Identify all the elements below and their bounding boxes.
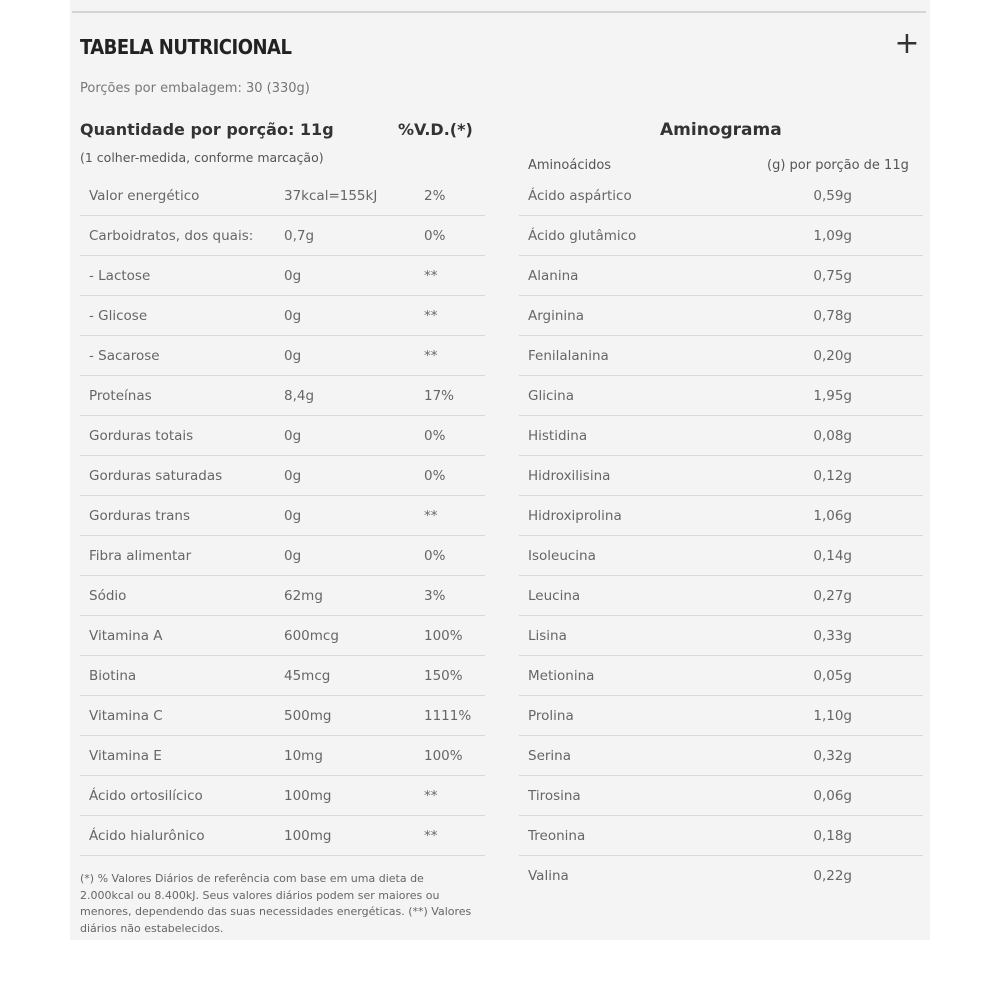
table-row — [80, 776, 485, 816]
nutrient-amount: 0g — [284, 256, 424, 296]
nutrient-vd: 1111% — [424, 696, 485, 736]
amino-value: 0,27g — [723, 576, 923, 616]
table-row — [519, 616, 923, 656]
table-row — [80, 536, 485, 576]
table-row — [519, 416, 923, 456]
nutrient-amount: 8,4g — [284, 376, 424, 416]
table-row — [519, 216, 923, 256]
table-row — [80, 256, 485, 296]
amino-value: 0,14g — [723, 536, 923, 576]
expand-plus-icon[interactable]: + — [894, 26, 920, 61]
nutrient-vd: 100% — [424, 616, 485, 656]
amino-value: 0,06g — [723, 776, 923, 816]
nutrient-amount: 62mg — [284, 576, 424, 616]
table-row — [80, 296, 485, 336]
top-divider — [72, 11, 926, 13]
amino-name: Isoleucina — [519, 536, 723, 576]
table-row — [80, 736, 485, 776]
nutrient-name: Gorduras saturadas — [80, 456, 284, 496]
table-row — [519, 776, 923, 816]
nutrient-amount: 0g — [284, 536, 424, 576]
nutrient-vd: ** — [424, 776, 485, 816]
amino-value: 0,59g — [723, 176, 923, 216]
amino-value: 0,75g — [723, 256, 923, 296]
amino-name: Hidroxiprolina — [519, 496, 723, 536]
table-row — [519, 496, 923, 536]
nutrient-vd: 0% — [424, 456, 485, 496]
amino-value: 0,22g — [813, 867, 852, 884]
amino-value: 0,32g — [723, 736, 923, 776]
table-row — [80, 816, 485, 856]
table-row — [519, 656, 923, 696]
aminogram-title: Aminograma — [660, 120, 782, 140]
table-row — [519, 456, 923, 496]
nutrient-vd: 3% — [424, 576, 485, 616]
amino-name: Glicina — [519, 376, 723, 416]
amino-value: 0,78g — [723, 296, 923, 336]
aminogram-table — [519, 176, 923, 895]
amino-name: Fenilalanina — [519, 336, 723, 376]
nutrient-amount: 100mg — [284, 816, 424, 856]
nutrient-name: Vitamina A — [80, 616, 284, 656]
nutrient-name: Vitamina E — [80, 736, 284, 776]
nutrient-amount: 10mg — [284, 736, 424, 776]
aminogram-col-value: (g) por porção de 11g — [767, 158, 909, 173]
nutrient-name: Vitamina C — [80, 696, 284, 736]
table-row — [80, 176, 485, 216]
nutrient-name: - Sacarose — [80, 336, 284, 376]
nutrient-amount: 37kcal=155kJ — [284, 176, 424, 216]
table-row — [80, 576, 485, 616]
nutrient-amount: 45mcg — [284, 656, 424, 696]
nutrient-name: Gorduras totais — [80, 416, 284, 456]
amino-name: Arginina — [519, 296, 723, 336]
amino-name: Tirosina — [519, 776, 723, 816]
amino-value: 1,95g — [723, 376, 923, 416]
table-row — [80, 616, 485, 656]
nutrient-amount: 0g — [284, 496, 424, 536]
nutrient-amount: 0,7g — [284, 216, 424, 256]
amino-value: 0,18g — [723, 816, 923, 856]
amino-value: 1,10g — [723, 696, 923, 736]
amino-name: Prolina — [519, 696, 723, 736]
nutrient-vd: 0% — [424, 416, 485, 456]
amino-name: Ácido aspártico — [519, 176, 723, 216]
nutrient-name: Ácido hialurônico — [80, 816, 284, 856]
amino-name: Lisina — [519, 616, 723, 656]
table-row — [519, 816, 923, 856]
table-row — [80, 216, 485, 256]
nutrient-name: - Lactose — [80, 256, 284, 296]
table-row — [519, 576, 923, 616]
amino-value: 0,33g — [723, 616, 923, 656]
nutrient-name: Biotina — [80, 656, 284, 696]
amino-name: Hidroxilisina — [519, 456, 723, 496]
table-row — [80, 336, 485, 376]
nutrient-vd: 0% — [424, 536, 485, 576]
table-row — [80, 416, 485, 456]
nutrient-vd: ** — [424, 496, 485, 536]
amino-value: 1,06g — [723, 496, 923, 536]
nutrient-name: Carboidratos, dos quais: — [80, 216, 284, 256]
table-row — [519, 376, 923, 416]
nutrient-vd: 100% — [424, 736, 485, 776]
aminogram-col-name: Aminoácidos — [528, 158, 612, 173]
amino-name: Treonina — [519, 816, 723, 856]
nutrient-vd: 150% — [424, 656, 485, 696]
nutrient-name: Fibra alimentar — [80, 536, 284, 576]
amino-value: 0,20g — [723, 336, 923, 376]
nutrition-table — [80, 176, 485, 856]
table-row — [519, 736, 923, 776]
nutrient-name: - Glicose — [80, 296, 284, 336]
amino-name: Leucina — [519, 576, 723, 616]
nutrient-name: Proteínas — [80, 376, 284, 416]
nutrient-vd: ** — [424, 816, 485, 856]
portions-text: Porções por embalagem: 30 (330g) — [80, 81, 310, 96]
table-row — [519, 696, 923, 736]
nutrient-amount: 500mg — [284, 696, 424, 736]
amino-name: Valina — [528, 867, 569, 884]
table-row — [80, 376, 485, 416]
table-row — [80, 656, 485, 696]
amino-name: Histidina — [519, 416, 723, 456]
table-row — [80, 496, 485, 536]
table-row — [80, 456, 485, 496]
amino-name: Serina — [519, 736, 723, 776]
amino-value: 1,09g — [723, 216, 923, 256]
nutrient-vd: ** — [424, 256, 485, 296]
quantity-header: Quantidade por porção: 11g — [80, 120, 334, 139]
nutrient-amount: 100mg — [284, 776, 424, 816]
nutrient-name: Ácido ortosilícico — [80, 776, 284, 816]
nutrient-amount: 0g — [284, 336, 424, 376]
nutrient-vd: ** — [424, 336, 485, 376]
footnote: (*) % Valores Diários de referência com base em uma dieta de 2.000kcal ou 8.400kJ. Seus valores diários podem ser maiores ou menores, dependendo das suas necessidades energéticas. (**) Valores diários não estabelecidos. — [80, 872, 472, 935]
amino-value: 0,12g — [723, 456, 923, 496]
table-row — [519, 256, 923, 296]
table-row — [519, 856, 923, 896]
table-row — [519, 536, 923, 576]
nutrient-name: Sódio — [80, 576, 284, 616]
amino-value: 0,08g — [723, 416, 923, 456]
nutrient-vd: 0% — [424, 216, 485, 256]
amino-name: Alanina — [519, 256, 723, 296]
amino-name: Ácido glutâmico — [519, 216, 723, 256]
nutrient-name: Valor energético — [80, 176, 284, 216]
table-row — [519, 296, 923, 336]
nutrient-vd: ** — [424, 296, 485, 336]
nutrient-amount: 0g — [284, 296, 424, 336]
nutrient-amount: 0g — [284, 456, 424, 496]
vd-header: %V.D.(*) — [398, 120, 473, 139]
table-row — [519, 176, 923, 216]
nutrient-amount: 600mcg — [284, 616, 424, 656]
table-row — [519, 336, 923, 376]
serving-subheader: (1 colher-medida, conforme marcação) — [80, 150, 324, 165]
amino-value: 0,05g — [723, 656, 923, 696]
amino-name: Metionina — [519, 656, 723, 696]
nutrient-vd: 17% — [424, 376, 485, 416]
nutrient-name: Gorduras trans — [80, 496, 284, 536]
nutrient-vd: 2% — [424, 176, 485, 216]
table-row — [80, 696, 485, 736]
nutrient-amount: 0g — [284, 416, 424, 456]
page-title: TABELA NUTRICIONAL — [80, 35, 292, 59]
